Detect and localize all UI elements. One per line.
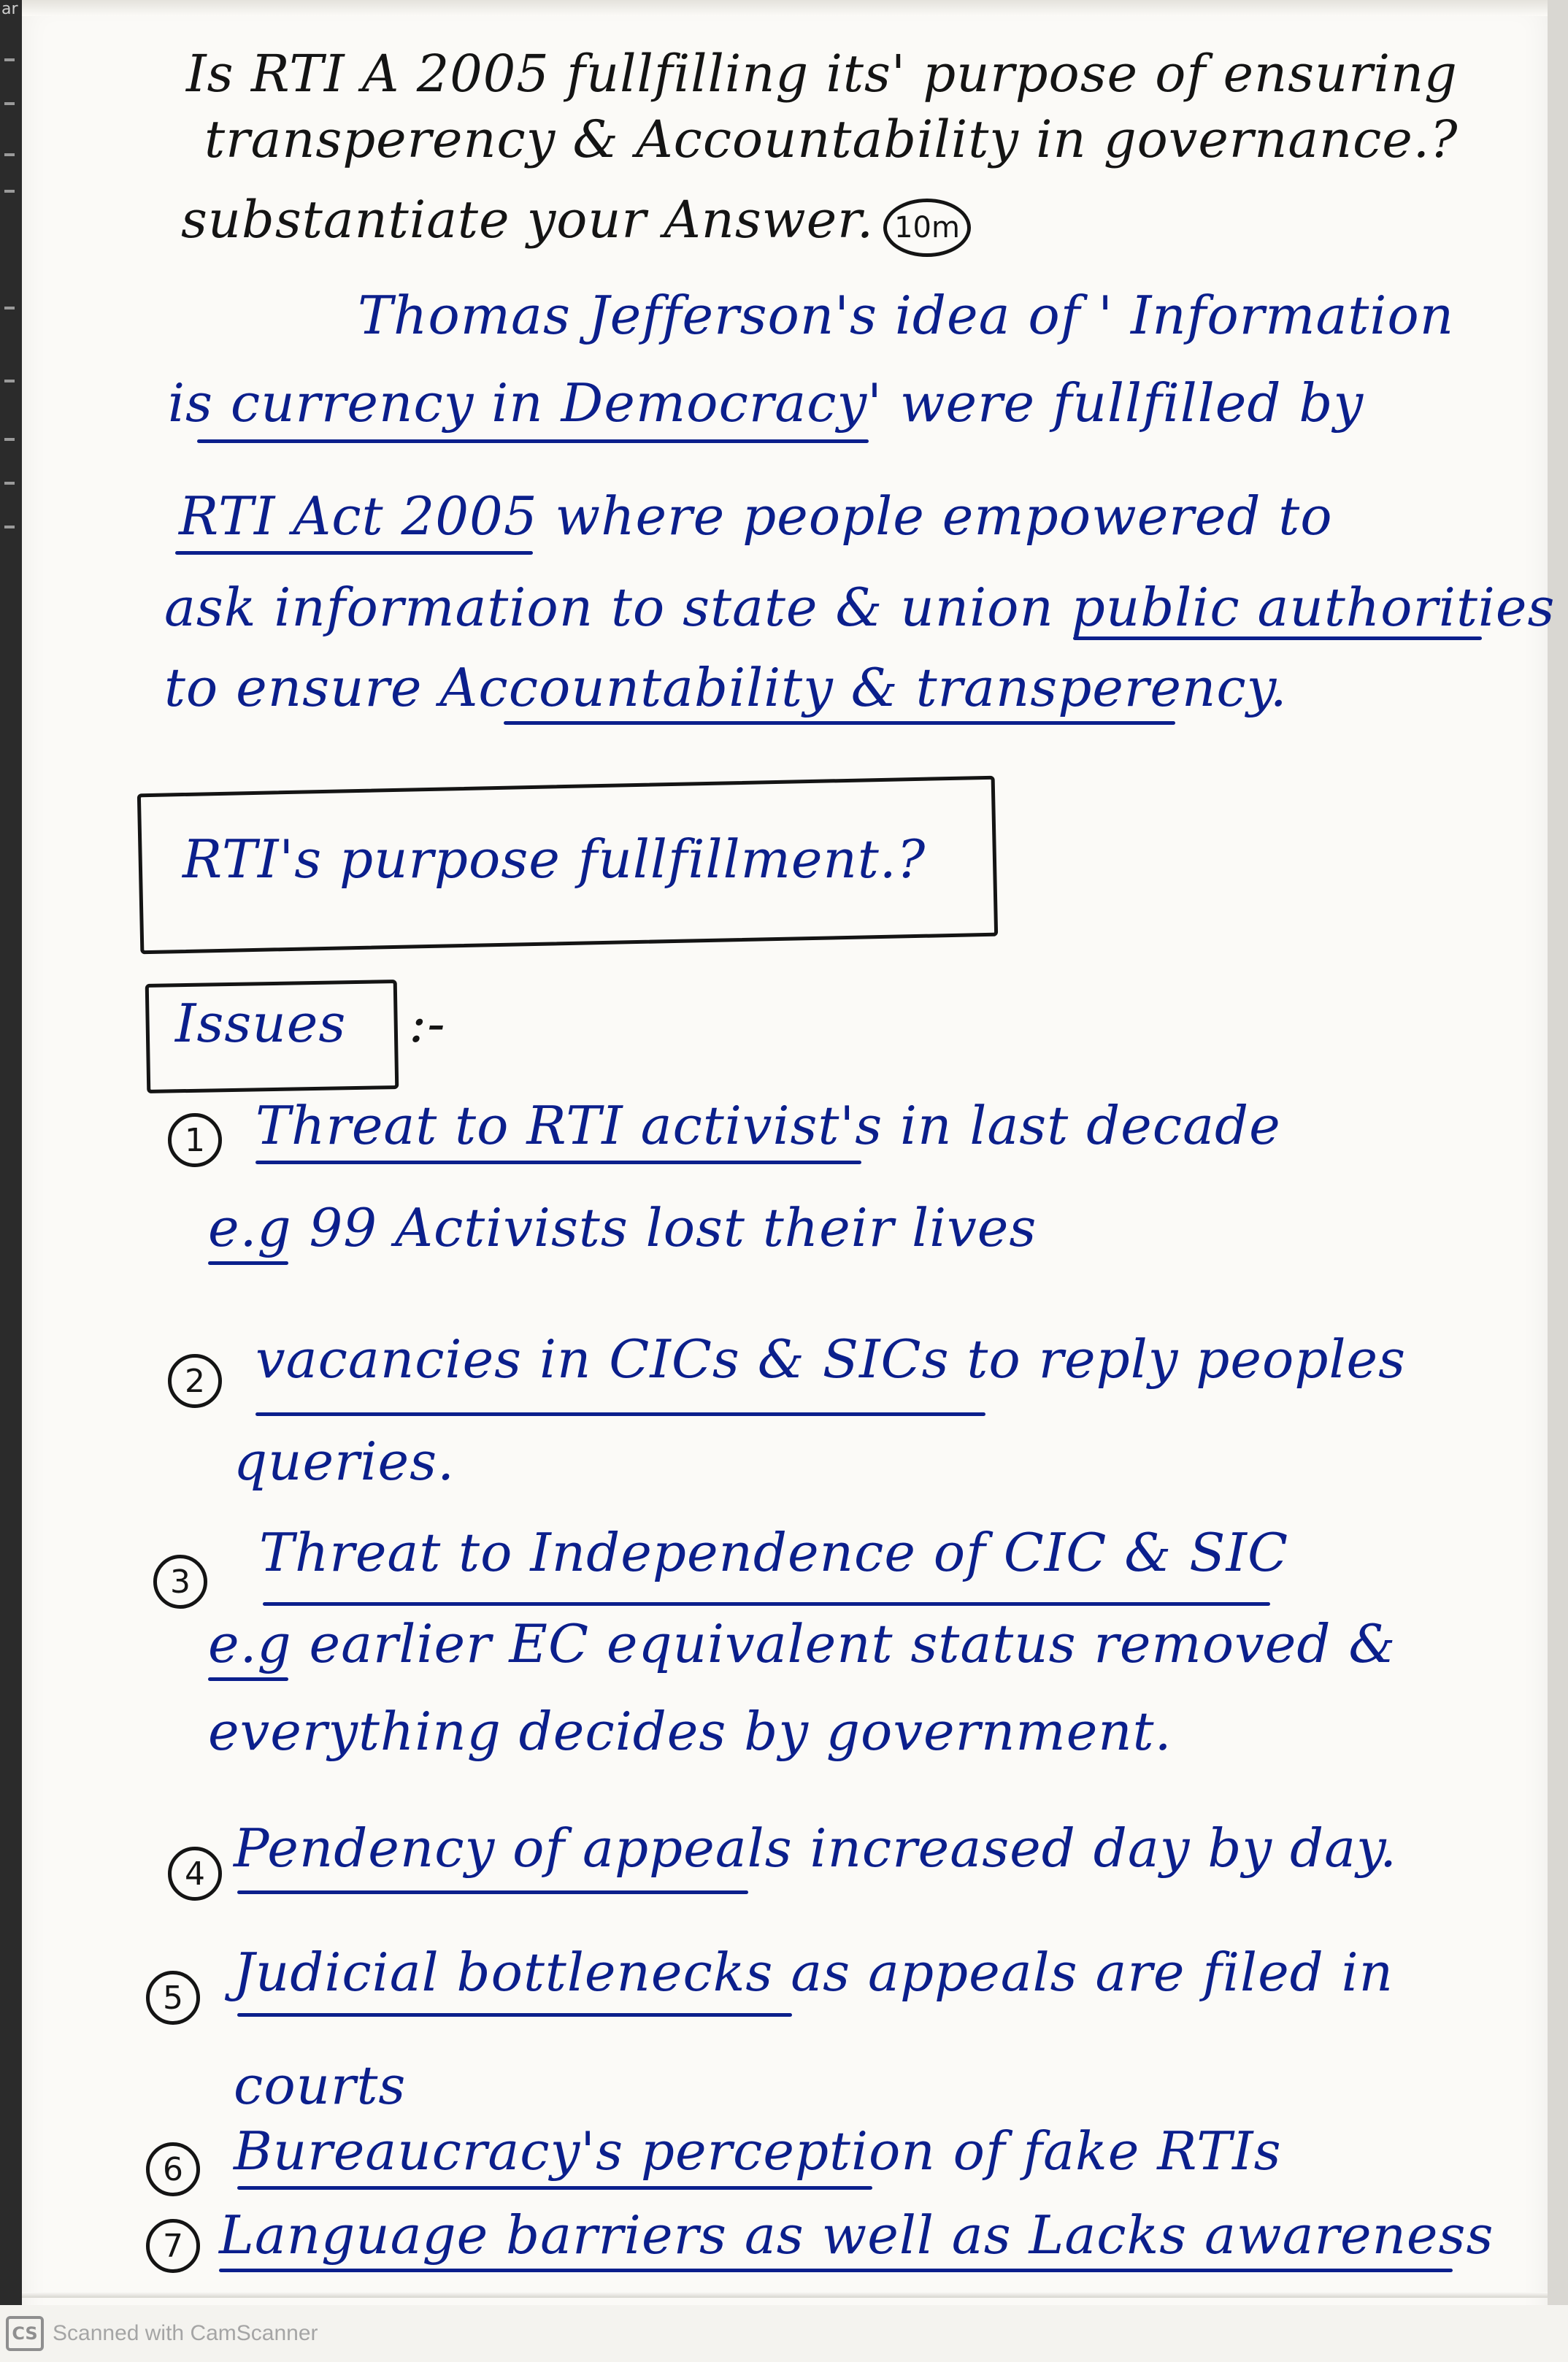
camscanner-logo-icon: CS <box>6 2316 44 2351</box>
issue-3-line-3: everything decides by government. <box>208 1701 1172 1762</box>
intro-line-4: ask information to state & union public authorities <box>164 577 1556 638</box>
issue-5-line-1: Judicial bottlenecks as appeals are filed in <box>234 1942 1394 2003</box>
underline-accountability <box>504 721 1175 725</box>
page-top-edge <box>22 0 1548 16</box>
marks-badge: 10m <box>883 199 971 257</box>
issues-suffix: :- <box>409 993 446 1054</box>
issue-6-number: 6 <box>146 2142 200 2196</box>
scan-left-edge <box>0 0 22 2362</box>
question-line-3: substantiate your Answer. <box>181 190 875 250</box>
issue-6-line-1: Bureaucracy's perception of fake RTIs <box>234 2120 1282 2182</box>
issue-5-number: 5 <box>146 1971 200 2025</box>
issue-3-number: 3 <box>153 1555 207 1609</box>
intro-line-1: Thomas Jefferson's idea of ' Information <box>358 285 1455 346</box>
underline-rti-act <box>175 551 533 555</box>
issue-1-number: 1 <box>168 1113 222 1167</box>
issue-3-line-1: Threat to Independence of CIC & SIC <box>259 1522 1289 1583</box>
issue-5-line-2: courts <box>234 2055 407 2116</box>
issue-4-line-1: Pendency of appeals increased day by day. <box>234 1817 1397 1879</box>
corner-label: ar <box>1 0 18 18</box>
underline-currency-democracy <box>197 439 869 443</box>
issue-1-line-2: e.g 99 Activists lost their lives <box>208 1197 1037 1258</box>
underline-public-authorities <box>1073 636 1482 640</box>
issue-2-line-1: vacancies in CICs & SICs to reply peoples <box>255 1328 1407 1390</box>
intro-line-3: RTI Act 2005 where people empowered to <box>179 485 1333 547</box>
issue-2-number: 2 <box>168 1354 222 1408</box>
issue-4-number: 4 <box>168 1847 222 1901</box>
intro-line-2: is currency in Democracy' were fullfilled by <box>168 372 1364 434</box>
camscanner-label: Scanned with CamScanner <box>53 2321 318 2345</box>
issue-3-line-2: e.g earlier EC equivalent status removed & <box>208 1613 1396 1674</box>
page-bottom-edge <box>22 2292 1548 2298</box>
underline-issue-3 <box>263 1602 1270 1606</box>
issues-heading: Issues <box>175 993 347 1054</box>
intro-line-5: to ensure Accountability & transperency. <box>164 657 1288 718</box>
issue-1-line-1: Threat to RTI activist's in last decade <box>255 1095 1281 1156</box>
underline-eg-3 <box>208 1677 288 1681</box>
issue-2-line-2: queries. <box>234 1431 455 1492</box>
underline-issue-5 <box>237 2013 792 2017</box>
underline-issue-4 <box>237 1890 748 1894</box>
underline-eg-1 <box>208 1261 288 1265</box>
notebook-page <box>22 0 1548 2362</box>
underline-issue-2 <box>255 1412 985 1416</box>
section-heading: RTI's purpose fullfillment.? <box>182 828 926 890</box>
issue-7-number: 7 <box>146 2219 200 2273</box>
issue-7-line-1: Language barriers as well as Lacks awareness <box>219 2204 1494 2266</box>
camscanner-footer <box>0 2305 1568 2362</box>
underline-issue-1 <box>255 1161 861 1164</box>
underline-issue-7 <box>219 2269 1453 2272</box>
question-line-1: Is RTI A 2005 fullfilling its' purpose of ensuring <box>186 44 1458 104</box>
underline-issue-6 <box>237 2186 872 2190</box>
question-line-2: transperency & Accountability in governance.? <box>204 109 1459 169</box>
